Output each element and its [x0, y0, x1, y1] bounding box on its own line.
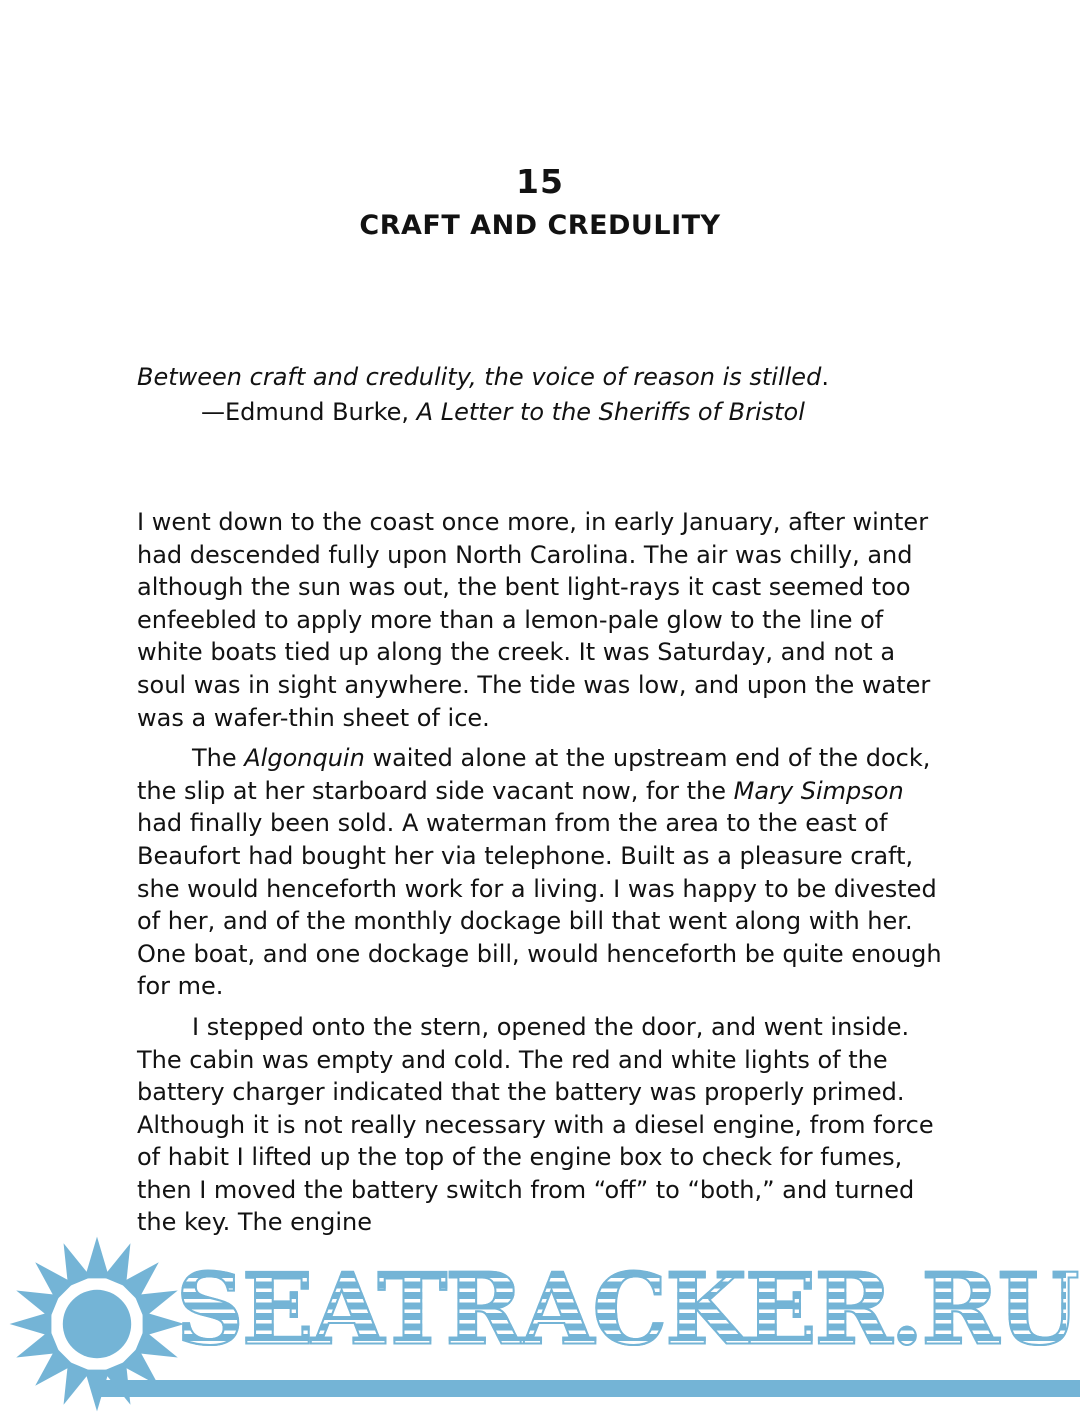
chapter-title: CRAFT AND CREDULITY [359, 210, 721, 241]
paragraph: The Algonquin waited alone at the upstream end of the dock, the slip at her starboard side vacant now, for the Mary Simpson had finally been sold. A waterman from the area to the east of Beaufort had bought her via telephone. Built as a pleasure craft, she would henceforth work for a living. I was happy to be divested of her, and of the monthly dockage bill that went along with her. One boat, and one dockage bill, would henceforth be quite enough for me. [137, 744, 942, 1001]
body-paragraphs [137, 506, 945, 1239]
chapter-number: 15 [516, 162, 564, 201]
watermark-text: SEATRACKER.RU [176, 1251, 1078, 1368]
epigraph-attribution: —Edmund Burke, A Letter to the Sheriffs of Bristol [201, 398, 805, 426]
sun-burst-icon [2, 1229, 192, 1419]
paragraph: I stepped onto the stern, opened the door, and went inside. The cabin was empty and cold. The red and white lights of the battery charger indicated that the battery was properly primed. Although it is not really necessary with a diesel engine, from force of habit I lifted up the top of the engine box to check for fumes, then I moved the battery switch from “off” to “both,” and turned the key. The engine [137, 1012, 934, 1237]
watermark-bar [96, 1380, 1080, 1397]
epigraph-quote: Between craft and credulity, the voice of reason is stilled. [137, 363, 829, 391]
epigraph [137, 360, 949, 430]
paragraph: I went down to the coast once more, in early January, after winter had descended fully upon North Carolina. The air was chilly, and although the sun was out, the bent light-rays it cast seemed too enfeebled to apply more than a lemon-pale glow to the line of white boats tied up along the creek. It was Saturday, and not a soul was in sight anywhere. The tide was low, and upon the water was a wafer-thin sheet of ice. [137, 508, 931, 732]
